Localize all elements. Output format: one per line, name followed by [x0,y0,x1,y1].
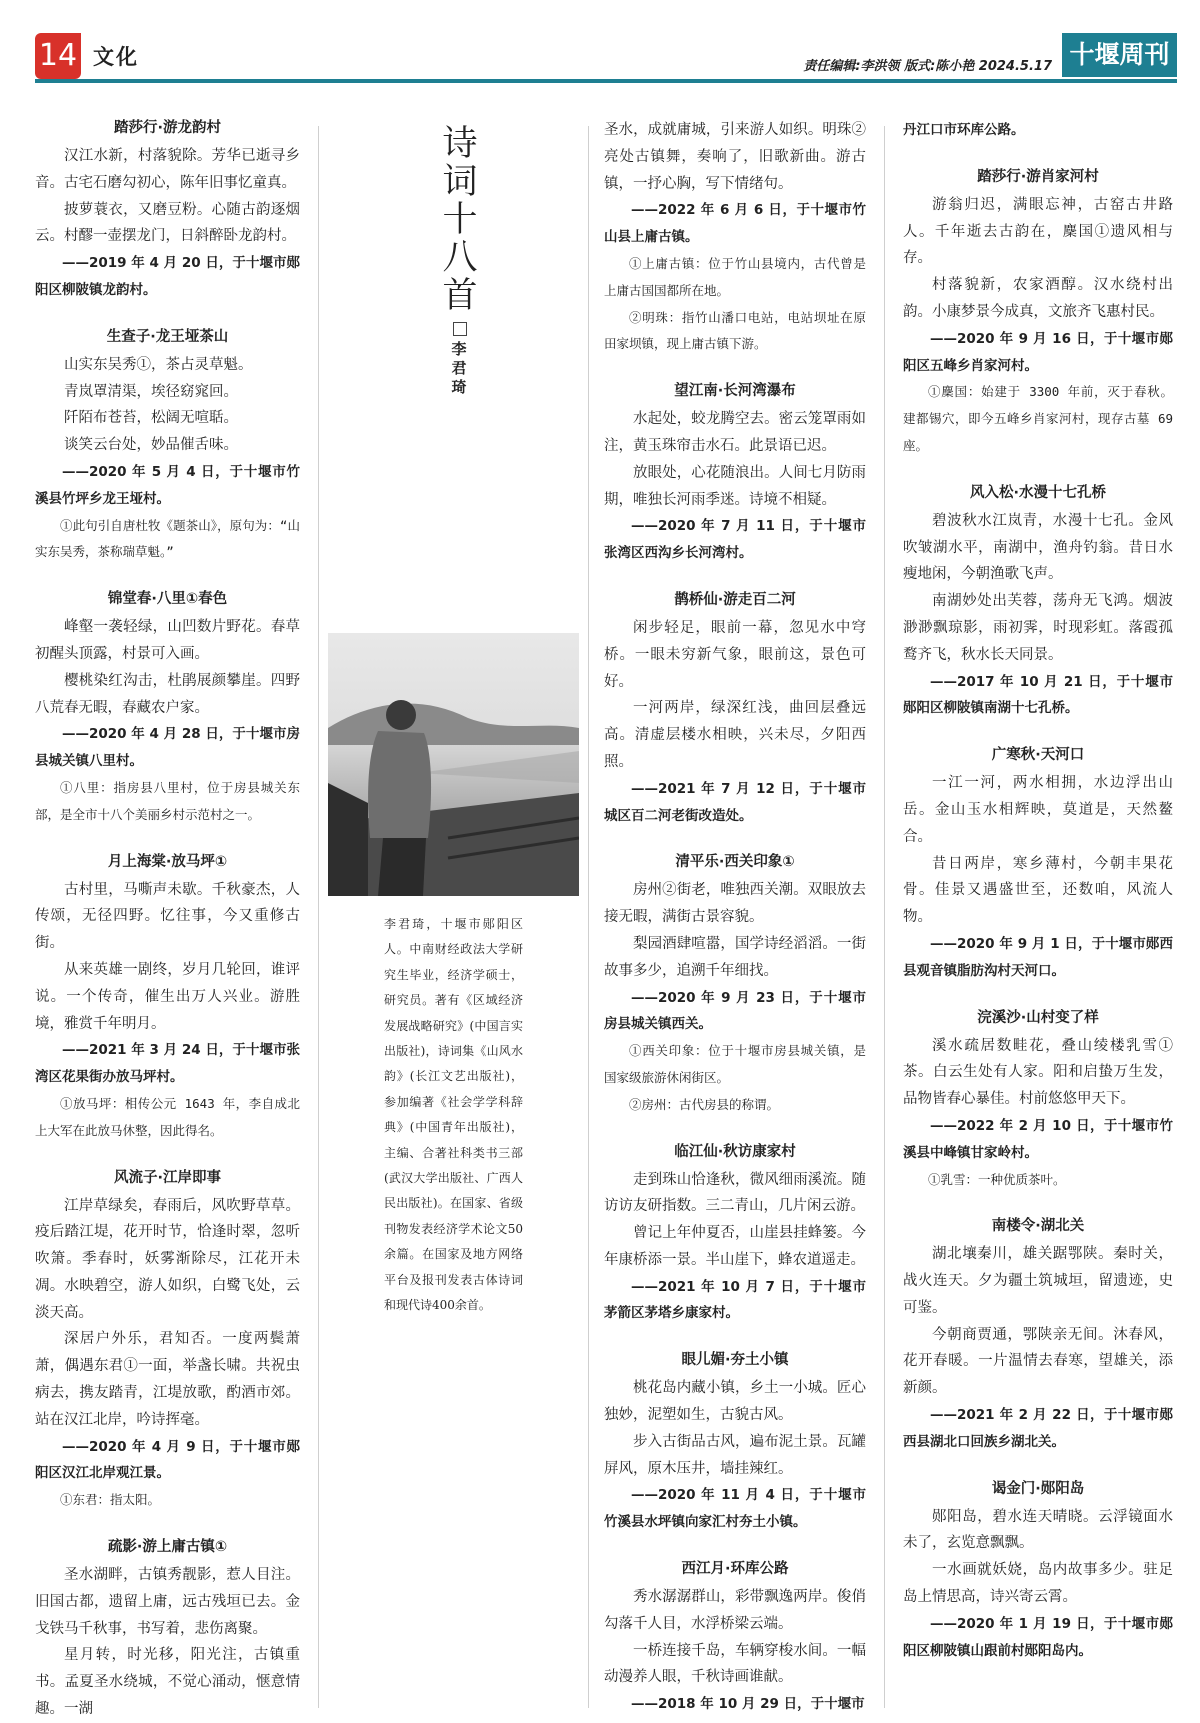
author-marker-icon [453,322,467,336]
poem-stanza: 峰壑一袭轻绿，山凹数片野花。春草初醒头顶露，村景可入画。 [35,619,300,662]
poem-title: 广寒秋·天河口 [991,747,1085,764]
poem-title: 临江仙·秋访康家村 [674,1143,796,1160]
poem-date-location: ——2020 年 4 月 28 日，于十堰市房县城关镇八里村。 [35,726,300,770]
column-divider [884,126,885,1708]
column-4 [903,117,1173,1664]
poem-stanza: 深居户外乐，君知否。一度两鬓萧萧，偶遇东君①一面，举盏长啸。共祝虫病去，携友踏青，江堤放歌，酌酒市郊。站在汉江北岸，吟诗挥毫。 [35,1331,300,1428]
poem-stanza: 青岚罩清渠，埃径窈窕回。 [64,383,238,400]
poem-stanza: 一江一河，两水相拥，水边浮出山岳。金山玉水相辉映，莫道是，天然鳌合。 [903,775,1173,845]
poem-date-location: ——2019 年 4 月 20 日，于十堰市郧阳区柳陂镇龙韵村。 [35,255,300,298]
poem-stanza: 闲步轻足，眼前一幕，忽见水中穹桥。一眼未穷新气象，眼前这，景色可好。 [604,619,866,690]
author-photo [328,633,579,896]
poem-stanza: 桃花岛内藏小镇，乡土一小城。匠心独妙，泥塑如生，古貌古风。 [604,1380,866,1424]
poem-stanza: 星月转，时光移，阳光注，古镇重书。孟夏圣水绕城，不觉心涌动，惬意情趣。一湖 [35,1647,300,1718]
poem-stanza: 房州②街老，唯独西关潮。双眼放去接无暇，满街古景容貌。 [604,882,866,926]
poem-stanza: 古村里，马嘶声未歇。千秋豪杰，人传颂，无径四野。忆往事，今又重修古街。 [35,881,300,952]
poem-date-location: ——2020 年 4 月 9 日，于十堰市郧阳区汉江北岸观江景。 [35,1438,300,1482]
poem-title: 风入松·水漫十七孔桥 [969,484,1106,501]
poem-date-location: ——2022 年 6 月 6 日，于十堰市竹山县上庸古镇。 [604,202,866,246]
poem-title: 鹊桥仙·游走百二河 [674,591,796,608]
poem-date-location: 丹江口市环库公路。 [903,122,1025,138]
poem-date-location: ——2021 年 2 月 22 日，于十堰市郧西县湖北口回族乡湖北关。 [903,1407,1173,1450]
poem-stanza: 昔日两岸，寒乡薄村，今朝丰果花骨。佳景又遇盛世至，还数咱，风流人物。 [903,855,1173,926]
poem-footnote: ②房州：古代房县的称谓。 [629,1096,780,1112]
poem-stanza: 溪水疏居数畦花，叠山绫楼乳雪①茶。白云生处有人家。阳和启蛰万生发，品物皆春心暴佳。村前悠悠甲天下。 [903,1037,1173,1108]
poem-date-location: ——2017 年 10 月 21 日，于十堰市郧阳区柳陂镇南湖十七孔桥。 [903,673,1173,717]
poem-title: 南楼令·湖北关 [991,1218,1085,1235]
poem-title: 月上海棠·放马坪① [107,853,228,870]
poem-stanza: 走到珠山恰逢秋，微风细雨溪流。随访访友研指数。三二青山，几片闲云游。 [604,1171,866,1215]
poem-footnote: ①上庸古镇：位于竹山县境内，古代曾是上庸古国国都所在地。 [604,255,866,298]
poem-date-location: ——2020 年 1 月 19 日，于十堰市郧阳区柳陂镇山跟前村郧阳岛内。 [903,1615,1173,1659]
poem-stanza: 梨园酒肆喧嚣，国学诗经滔滔。一街故事多少，追溯千年细找。 [604,935,866,979]
section-title: 文化 [93,45,139,69]
poem-stanza: 一水画就妖娆，岛内故事多少。驻足岛上情思高，诗兴寄云霄。 [903,1562,1173,1606]
poem-stanza: 江岸草绿矣，春雨后，风吹野草草。疫后踏江堤，花开时节，恰逢时翠，忽听吹箫。季春时，妖雾渐除尽，江花开未凋。水映碧空，游人如织，白鹭飞处，云淡天高。 [35,1197,300,1321]
poem-title: 踏莎行·游龙韵村 [113,120,221,136]
author-bio: 李君琦，十堰市郧阳区人。中南财经政法大学研究生毕业，经济学硕士，研究员。著有《区域经济发展战略研究》(中国言实出版社)，诗词集《山风水韵》(长江文艺出版社)，参加编著《社会学学科辞典》(中国青年出版社)，主编、合著社科类书三部(武汉大学出版社、广西人民出版社)。在国家、省级刊物发表经济学术论文50余篇。在国家及地方网络平台及报刊发表古体诗词和现代诗400余首。 [384,917,523,1313]
editor-credits: 责任编辑:李洪领 版式:陈小艳 2024.5.17 [803,59,1052,74]
poem-footnote: ①此句引自唐杜牧《题茶山》，原句为：“山实东吴秀，茶称瑞草魁。” [35,517,300,560]
feature-author: 李君琦 [451,340,467,396]
column-divider [588,126,589,1708]
poem-stanza: 阡陌布苍苔，松阔无喧聒。 [64,410,238,427]
poem-footnote: ①放马坪：相传公元 1643 年，李自成北上大军在此放马休整，因此得名。 [35,1095,300,1138]
poem-date-location: ——2020 年 11 月 4 日，于十堰市竹溪县水坪镇向家汇村夯土小镇。 [604,1487,866,1531]
poem-date-location: ——2021 年 7 月 12 日，于十堰市城区百二河老街改造处。 [604,780,866,824]
page-number: 14 [35,33,81,79]
poem-footnote: ②明珠：指竹山潘口电站，电站坝址在原田家坝镇，现上庸古镇下游。 [604,309,866,352]
poem-stanza: 湖北壤秦川，雄关踞鄂陕。秦时关，战火连天。夕为疆土筑城垣，留遗迹，史可鉴。 [903,1246,1173,1316]
header-rule [35,79,1177,83]
poem-footnote: ①乳雪：一种优质茶叶。 [928,1171,1066,1187]
poem-stanza: 曾记上年仲夏否，山崖县挂蜂篓。今年康桥添一景。半山崖下，蜂农道遥走。 [604,1225,866,1268]
poem-stanza: 碧波秋水江岚青，水漫十七孔。金风吹皱湖水平，南湖中，渔舟钓翁。昔日水瘦地闲，今朝渔歌飞声。 [903,512,1173,583]
poem-stanza: 披萝蓑衣，又磨豆粉。心随古韵逐烟云。村醪一壶摆龙门，日斜醉卧龙韵村。 [35,201,300,245]
poem-stanza: 一桥连接千岛，车辆穿梭水间。一幅动漫养人眼，千秋诗画谁献。 [604,1642,866,1686]
poem-date-location: ——2020 年 9 月 16 日，于十堰市郧阳区五峰乡肖家河村。 [903,330,1173,374]
poem-footnote: ①麇国：始建于 3300 年前，灭于春秋。建都锡穴，即今五峰乡肖家河村，现存古墓 69 座。 [903,384,1173,453]
poem-title: 风流子·江岸即事 [113,1169,221,1186]
poem-stanza: 放眼处，心花随浪出。人间七月防雨期，唯独长河雨季迷。诗境不相疑。 [604,464,866,508]
poem-stanza: 水起处，蛟龙腾空去。密云笼罩雨如注，黄玉珠帘击水石。此景语已迟。 [604,411,866,454]
poem-title: 清平乐·西关印象① [675,854,795,871]
poem-footnote: ①东君：指太阳。 [60,1492,161,1508]
poem-stanza: 从来英雄一剧终，岁月几轮回，谁评说。一个传奇，催生出万人兴业。游胜境，雅赏千年明月。 [35,961,300,1032]
poem-stanza: 秀水潺潺群山，彩带飘逸两岸。俊俏勾落千人目，水浮桥梁云端。 [604,1589,866,1632]
poem-date-location: ——2022 年 2 月 10 日，于十堰市竹溪县中峰镇甘家岭村。 [903,1117,1173,1161]
poem-title: 谒金门·郧阳岛 [991,1480,1085,1497]
poem-title: 浣溪沙·山村变了样 [977,1009,1099,1026]
poem-date-location: ——2021 年 10 月 7 日，于十堰市茅箭区茅塔乡康家村。 [604,1278,866,1322]
poem-footnote: ①八里：指房县八里村，位于房县城关东部，是全市十八个美丽乡村示范村之一。 [35,779,300,822]
poem-title: 踏莎行·游肖家河村 [977,168,1099,185]
poem-stanza: 村落貌新，农家酒醇。汉水绕村出韵。小康梦景今成真，文旅齐飞惠村民。 [903,277,1173,320]
poem-stanza: 步入古街品古风，遍布泥土景。瓦罐屏风，原木压井，墙挂辣红。 [604,1433,866,1477]
poem-date-location: ——2018 年 10 月 29 日，于十堰市 [631,1696,865,1713]
column-3 [604,117,866,1718]
newspaper-logo: 十堰周刊 [1062,33,1177,77]
poem-stanza: 游翁归迟，满眼忘神，古窑古井路人。千年逝去古韵在，麇国①遗风相与存。 [903,196,1173,267]
poem-stanza: 汉江水新，村落貌除。芳华已逝寻乡音。古宅石磨勾初心，陈年旧事忆童真。 [35,148,300,191]
feature-title: 诗词十八首 [442,124,478,316]
column-1 [35,117,300,1723]
poem-stanza: 南湖妙处出芙蓉，荡舟无飞鸿。烟波渺渺飘琼影，雨初霁，时现彩虹。落霞孤鹜齐飞，秋水长天同景。 [903,593,1173,663]
poem-title: 望江南·长河湾瀑布 [674,383,796,400]
page-header [35,33,1177,79]
poem-stanza: 樱桃染红沟击，杜鹃展颜攀崖。四野八荒春无暇，春藏农户家。 [35,672,300,716]
poem-title: 锦堂春·八里①春色 [107,591,228,608]
poem-title: 生查子·龙王垭茶山 [106,328,229,345]
column-divider [318,126,319,1708]
poem-date-location: ——2020 年 9 月 1 日，于十堰市郧西县观音镇脂肪沟村天河口。 [903,935,1173,979]
poem-date-location: ——2021 年 3 月 24 日，于十堰市张湾区花果街办放马坪村。 [35,1042,300,1086]
poem-footnote: ①西关印象：位于十堰市房县城关镇，是国家级旅游休闲街区。 [604,1043,866,1085]
poem-title: 眼儿媚·夯土小镇 [681,1352,789,1369]
poem-stanza: 郧阳岛，碧水连天晴晓。云浮镜面水未了，玄览意飘飘。 [903,1508,1173,1552]
poem-stanza: 圣水湖畔，古镇秀靓影，惹人目注。旧国古都，遗留上庸，远古残垣已去。金戈铁马千秋事，书写着，悲伤离聚。 [35,1567,300,1637]
poem-date-location: ——2020 年 5 月 4 日，于十堰市竹溪县竹坪乡龙王垭村。 [35,463,300,507]
poem-title: 西江月·环库公路 [681,1561,789,1578]
poem-title: 疏影·游上庸古镇① [107,1539,228,1556]
poem-stanza: 山实东吴秀①，茶占灵草魁。 [64,356,253,373]
poem-date-location: ——2020 年 7 月 11 日，于十堰市张湾区西沟乡长河湾村。 [604,518,866,562]
poem-stanza: 一河两岸，绿深红浅，曲回层叠远高。清虚层楼水相映，兴未尽，夕阳西照。 [604,700,866,770]
poem-stanza: 今朝商贾通，鄂陕亲无间。沐春风，花开春暖。一片温情去春寒，望雄关，添新颜。 [903,1326,1173,1397]
poem-date-location: ——2020 年 9 月 23 日，于十堰市房县城关镇西关。 [604,989,866,1033]
poem-stanza: 圣水，成就庸城，引来游人如织。明珠②亮处古镇舞，奏响了，旧歌新曲。游古镇，一抒心胸，写下情绪句。 [604,122,866,192]
poem-stanza: 谈笑云台处，妙品催舌味。 [64,437,238,454]
